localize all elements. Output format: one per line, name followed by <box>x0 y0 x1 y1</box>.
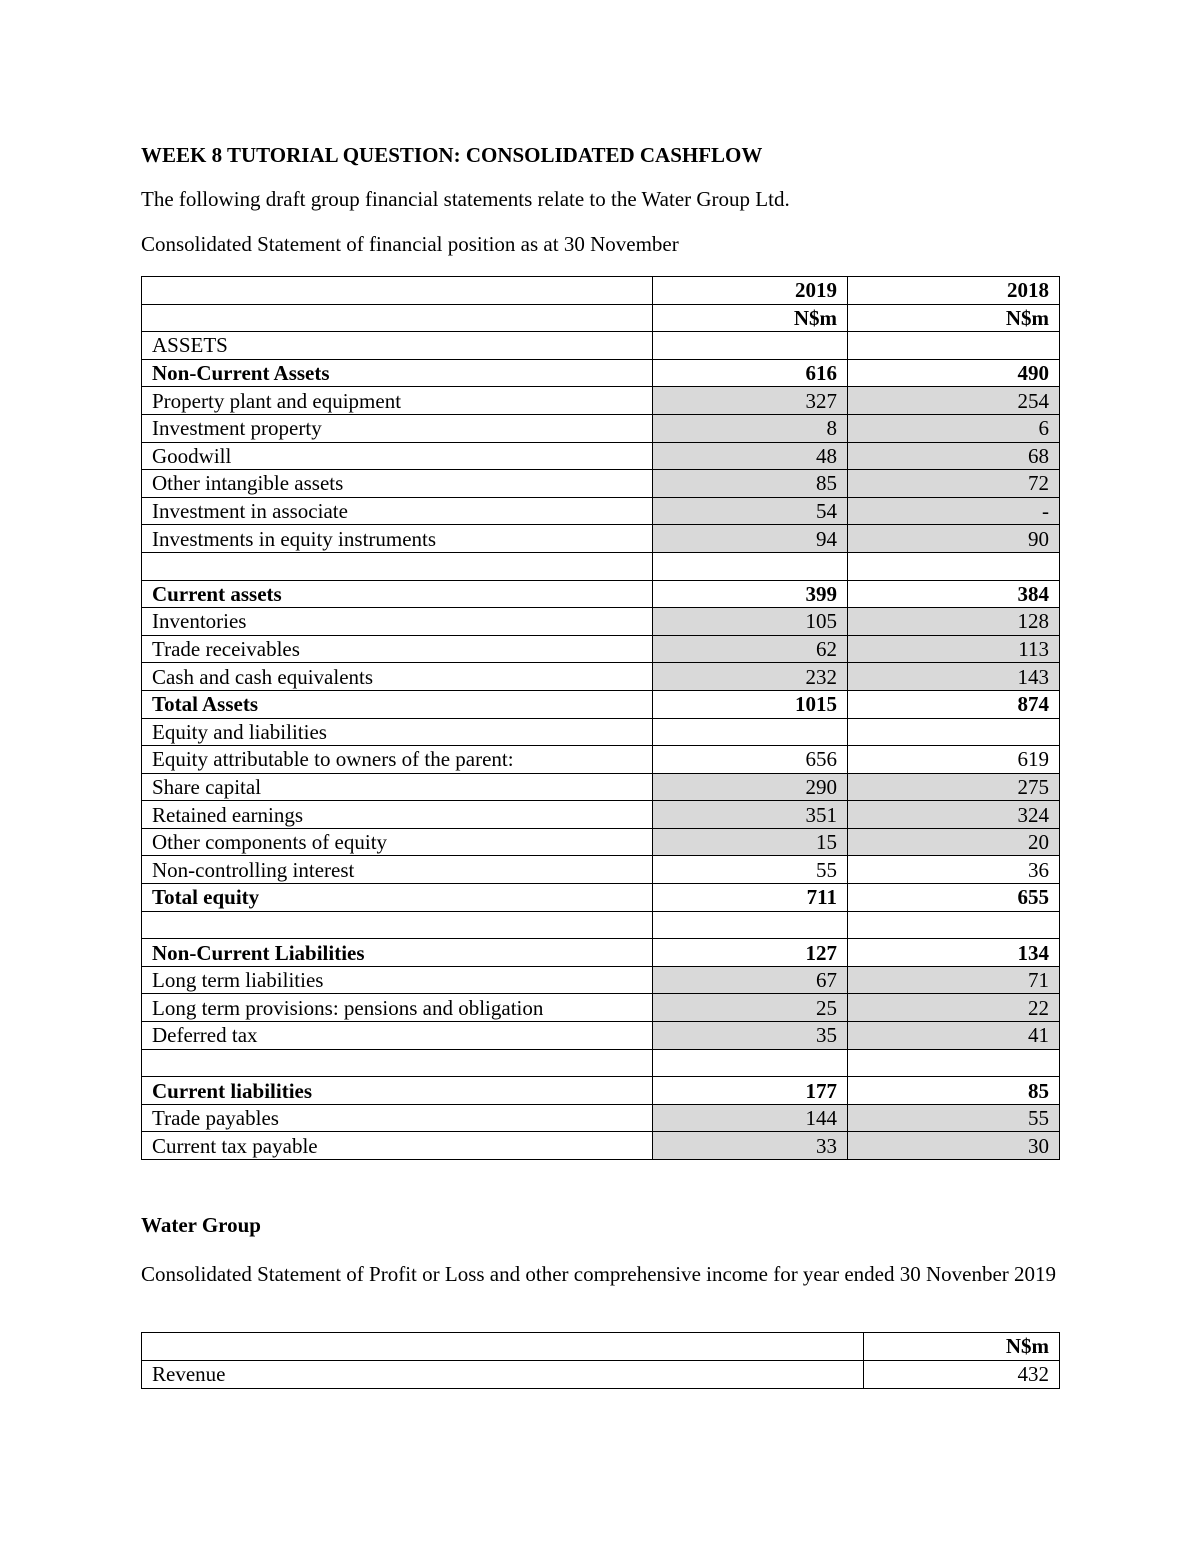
table-row <box>142 773 1060 801</box>
row-label: Investment property <box>142 414 653 442</box>
value-2019: 656 <box>653 746 848 774</box>
group-heading: Water Group <box>141 1213 261 1237</box>
value-2018 <box>848 552 1060 580</box>
value-2019: 327 <box>653 387 848 415</box>
row-label: Total equity <box>142 884 653 912</box>
table-row <box>142 1022 1060 1050</box>
row-label: Deferred tax <box>142 1022 653 1050</box>
value-2019 <box>653 718 848 746</box>
row-label: Inventories <box>142 608 653 636</box>
value-2019: 232 <box>653 663 848 691</box>
value-2018: 143 <box>848 663 1060 691</box>
table-row <box>142 1132 1060 1160</box>
pl-row-label: Revenue <box>142 1361 864 1389</box>
value-2019 <box>653 911 848 939</box>
header-year-2019: 2019 <box>653 277 848 305</box>
row-label: Current tax payable <box>142 1132 653 1160</box>
value-2018 <box>848 718 1060 746</box>
header-blank-cell <box>142 277 653 305</box>
value-2018: 68 <box>848 442 1060 470</box>
value-2019: 616 <box>653 359 848 387</box>
value-2019: 711 <box>653 884 848 912</box>
value-2019: 25 <box>653 994 848 1022</box>
table-row <box>142 718 1060 746</box>
row-label: Investments in equity instruments <box>142 525 653 553</box>
table-row <box>142 497 1060 525</box>
table-row <box>142 1077 1060 1105</box>
row-label <box>142 552 653 580</box>
row-label: ASSETS <box>142 332 653 360</box>
value-2018: 619 <box>848 746 1060 774</box>
table-row <box>142 1049 1060 1077</box>
table-row <box>142 414 1060 442</box>
value-2018 <box>848 911 1060 939</box>
value-2019: 1015 <box>653 690 848 718</box>
row-label: Property plant and equipment <box>142 387 653 415</box>
value-2019: 62 <box>653 635 848 663</box>
financial-position-table <box>141 276 1060 1160</box>
value-2018: 30 <box>848 1132 1060 1160</box>
pl-header-row <box>142 1333 1060 1361</box>
row-label: Goodwill <box>142 442 653 470</box>
value-2018: - <box>848 497 1060 525</box>
row-label: Current liabilities <box>142 1077 653 1105</box>
row-label: Other components of equity <box>142 828 653 856</box>
header-unit-2019: N$m <box>653 304 848 332</box>
value-2019: 8 <box>653 414 848 442</box>
sfp-heading: Consolidated Statement of financial position as at 30 November <box>141 232 679 256</box>
value-2019: 85 <box>653 470 848 498</box>
header-blank-cell <box>142 1333 864 1361</box>
row-label: Share capital <box>142 773 653 801</box>
value-2019 <box>653 1049 848 1077</box>
value-2018 <box>848 1049 1060 1077</box>
value-2019: 351 <box>653 801 848 829</box>
value-2018: 6 <box>848 414 1060 442</box>
value-2018: 384 <box>848 580 1060 608</box>
value-2019: 55 <box>653 856 848 884</box>
row-label: Trade receivables <box>142 635 653 663</box>
value-2018: 490 <box>848 359 1060 387</box>
table-header-years <box>142 277 1060 305</box>
table-header-units <box>142 304 1060 332</box>
value-2018: 134 <box>848 939 1060 967</box>
table-row <box>142 442 1060 470</box>
profit-loss-table <box>141 1332 1060 1389</box>
value-2019: 54 <box>653 497 848 525</box>
row-label <box>142 1049 653 1077</box>
row-label: Trade payables <box>142 1104 653 1132</box>
row-label: Equity and liabilities <box>142 718 653 746</box>
header-year-2018: 2018 <box>848 277 1060 305</box>
table-row <box>142 856 1060 884</box>
table-row <box>142 939 1060 967</box>
table-row <box>142 470 1060 498</box>
value-2018: 36 <box>848 856 1060 884</box>
value-2018: 20 <box>848 828 1060 856</box>
row-label <box>142 911 653 939</box>
pl-header-unit: N$m <box>864 1333 1060 1361</box>
value-2018: 72 <box>848 470 1060 498</box>
row-label: Long term liabilities <box>142 966 653 994</box>
row-label: Retained earnings <box>142 801 653 829</box>
pl-row <box>142 1361 1060 1389</box>
value-2018: 324 <box>848 801 1060 829</box>
table-row <box>142 966 1060 994</box>
value-2018 <box>848 332 1060 360</box>
value-2018: 874 <box>848 690 1060 718</box>
value-2018: 85 <box>848 1077 1060 1105</box>
value-2018: 90 <box>848 525 1060 553</box>
table-row <box>142 801 1060 829</box>
table-row <box>142 1104 1060 1132</box>
value-2018: 113 <box>848 635 1060 663</box>
value-2019 <box>653 332 848 360</box>
table-row <box>142 884 1060 912</box>
row-label: Equity attributable to owners of the parent: <box>142 746 653 774</box>
intro-paragraph: The following draft group financial statements relate to the Water Group Ltd. <box>141 187 790 211</box>
value-2018: 254 <box>848 387 1060 415</box>
value-2019: 48 <box>653 442 848 470</box>
row-label: Current assets <box>142 580 653 608</box>
value-2019 <box>653 552 848 580</box>
row-label: Non-Current Liabilities <box>142 939 653 967</box>
table-row <box>142 635 1060 663</box>
table-row <box>142 690 1060 718</box>
row-label: Non-Current Assets <box>142 359 653 387</box>
value-2019: 105 <box>653 608 848 636</box>
value-2018: 128 <box>848 608 1060 636</box>
value-2019: 15 <box>653 828 848 856</box>
value-2019: 177 <box>653 1077 848 1105</box>
table-row <box>142 608 1060 636</box>
value-2019: 290 <box>653 773 848 801</box>
value-2018: 275 <box>848 773 1060 801</box>
value-2018: 41 <box>848 1022 1060 1050</box>
table-row <box>142 663 1060 691</box>
table-row <box>142 387 1060 415</box>
table-row <box>142 525 1060 553</box>
value-2019: 67 <box>653 966 848 994</box>
value-2019: 33 <box>653 1132 848 1160</box>
document-title: WEEK 8 TUTORIAL QUESTION: CONSOLIDATED CASHFLOW <box>141 143 763 167</box>
row-label: Non-controlling interest <box>142 856 653 884</box>
value-2018: 22 <box>848 994 1060 1022</box>
table-row <box>142 994 1060 1022</box>
header-blank-cell <box>142 304 653 332</box>
table-row <box>142 359 1060 387</box>
row-label: Investment in associate <box>142 497 653 525</box>
table-row <box>142 332 1060 360</box>
table-row <box>142 746 1060 774</box>
value-2018: 71 <box>848 966 1060 994</box>
value-2019: 94 <box>653 525 848 553</box>
value-2019: 144 <box>653 1104 848 1132</box>
row-label: Cash and cash equivalents <box>142 663 653 691</box>
pl-heading: Consolidated Statement of Profit or Loss and other comprehensive income for year ended 30 Novenber 2019 <box>141 1262 1057 1286</box>
value-2019: 399 <box>653 580 848 608</box>
row-label: Long term provisions: pensions and obligation <box>142 994 653 1022</box>
table-row <box>142 911 1060 939</box>
value-2019: 127 <box>653 939 848 967</box>
value-2018: 55 <box>848 1104 1060 1132</box>
table-row <box>142 828 1060 856</box>
header-unit-2018: N$m <box>848 304 1060 332</box>
pl-row-value: 432 <box>864 1361 1060 1389</box>
row-label: Total Assets <box>142 690 653 718</box>
row-label: Other intangible assets <box>142 470 653 498</box>
table-row <box>142 552 1060 580</box>
value-2019: 35 <box>653 1022 848 1050</box>
table-row <box>142 580 1060 608</box>
value-2018: 655 <box>848 884 1060 912</box>
